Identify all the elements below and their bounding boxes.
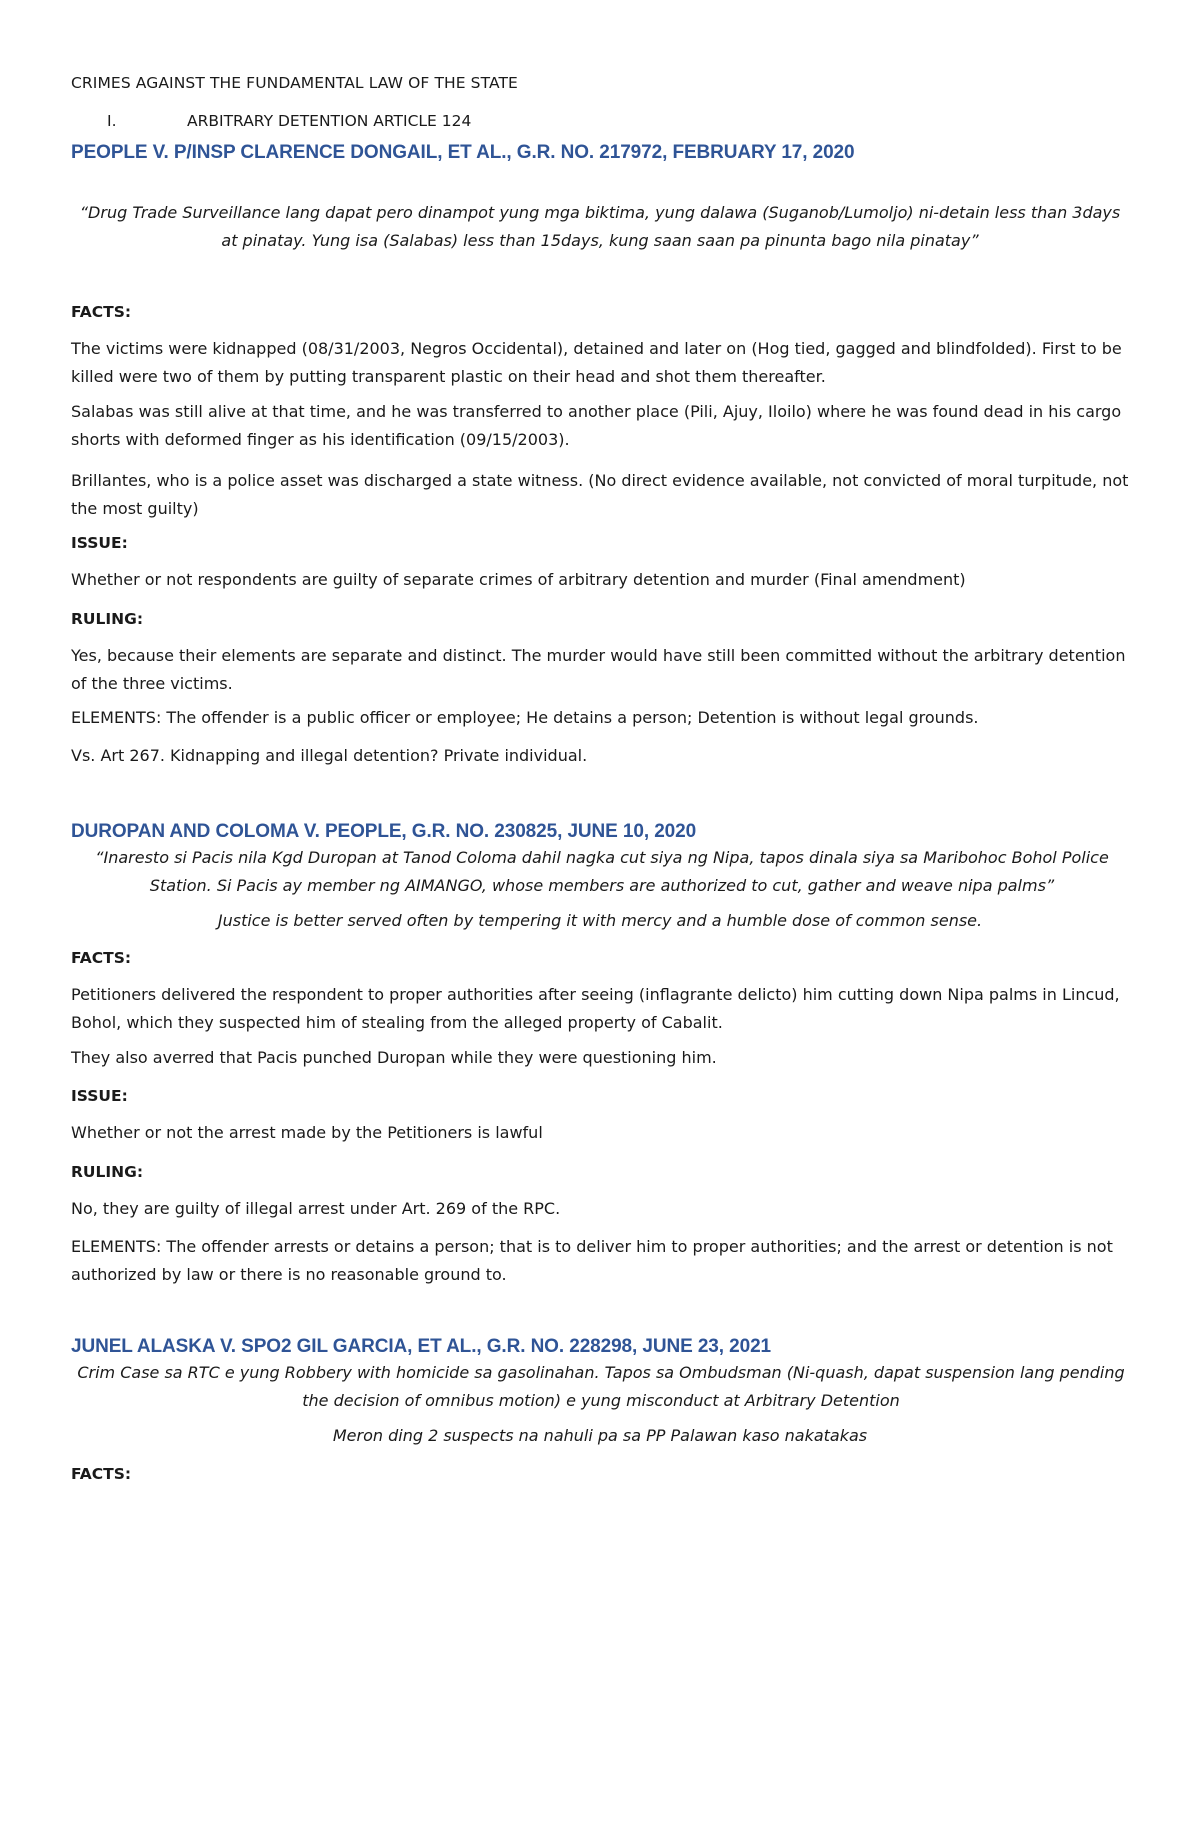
case-1-issue (71, 566, 1129, 594)
case-quote: “Inaresto si Pacis nila Kgd Duropan at Tanod Coloma dahil nagka cut siya ng Nipa, tapos dinala siya sa Maribohoc Bohol Police Station. Si Pacis ay member ng AIMANGO, whose members are authorized to cut, gather and weave nipa palms” (95, 848, 1109, 895)
ruling-paragraph: ELEMENTS: The offender arrests or detains a person; that is to deliver him to proper authorities; and the arrest or detention is not authorized by law or there is no reasonable ground to. (71, 1237, 1113, 1284)
case-2-facts-label (71, 947, 1129, 969)
section-number: I. (107, 112, 117, 130)
case-1-fact-3 (71, 467, 1129, 523)
section-heading (71, 110, 1129, 132)
issue-label: ISSUE: (71, 534, 128, 552)
issue-text: Whether or not respondents are guilty of separate crimes of arbitrary detention and murder (Final amendment) (71, 570, 966, 589)
case-3-quote-2 (71, 1422, 1129, 1450)
case-1-issue-label (71, 532, 1129, 554)
case-title: PEOPLE V. P/INSP CLARENCE DONGAIL, ET AL., G.R. NO. 217972, FEBRUARY 17, 2020 (71, 142, 855, 163)
facts-paragraph: They also averred that Pacis punched Duropan while they were questioning him. (71, 1048, 717, 1067)
ruling-paragraph: Yes, because their elements are separate and distinct. The murder would have still been committed without the arbitrary detention of the three victims. (71, 646, 1126, 693)
case-quote-secondary: Justice is better served often by tempering it with mercy and a humble dose of common sense. (217, 911, 983, 930)
document-title: CRIMES AGAINST THE FUNDAMENTAL LAW OF THE STATE (71, 74, 518, 92)
facts-paragraph: Petitioners delivered the respondent to proper authorities after seeing (inflagrante delicto) him cutting down Nipa palms in Lincud, Bohol, which they suspected him of stealing from the alleged property of Cabalit. (71, 985, 1120, 1032)
case-2-quote-2 (71, 907, 1129, 935)
case-2-issue-label (71, 1085, 1129, 1107)
ruling-paragraph: No, they are guilty of illegal arrest under Art. 269 of the RPC. (71, 1199, 561, 1218)
case-2-quote (71, 844, 1129, 900)
case-2 (71, 819, 1129, 845)
facts-label: FACTS: (71, 949, 132, 967)
case-quote-secondary: Meron ding 2 suspects na nahuli pa sa PP Palawan kaso nakatakas (332, 1426, 868, 1445)
case-1-ruling-3 (71, 742, 1129, 770)
ruling-label: RULING: (71, 610, 144, 628)
issue-text: Whether or not the arrest made by the Petitioners is lawful (71, 1123, 543, 1142)
case-1 (71, 140, 1129, 166)
case-3-quote (71, 1359, 1129, 1415)
case-title: DUROPAN AND COLOMA V. PEOPLE, G.R. NO. 230825, JUNE 10, 2020 (71, 821, 697, 842)
issue-label: ISSUE: (71, 1087, 128, 1105)
case-title: JUNEL ALASKA V. SPO2 GIL GARCIA, ET AL., G.R. NO. 228298, JUNE 23, 2021 (71, 1336, 772, 1357)
case-quote: Crim Case sa RTC e yung Robbery with homicide sa gasolinahan. Tapos sa Ombudsman (Ni-quash, dapat suspension lang pending the decision of omnibus motion) e yung misconduct at Arbitrary Detention (77, 1363, 1125, 1410)
case-1-ruling-2 (71, 704, 1129, 732)
case-1-quote (71, 199, 1129, 255)
facts-label: FACTS: (71, 303, 132, 321)
case-2-ruling-1 (71, 1195, 1129, 1223)
case-3 (71, 1334, 1129, 1360)
ruling-paragraph: Vs. Art 267. Kidnapping and illegal detention? Private individual. (71, 746, 588, 765)
case-1-fact-2 (71, 398, 1129, 454)
case-2-fact-2 (71, 1044, 1129, 1072)
document-header (71, 72, 1129, 94)
case-2-ruling-2 (71, 1233, 1129, 1289)
section-label: ARBITRARY DETENTION ARTICLE 124 (187, 112, 472, 130)
case-2-ruling-label (71, 1161, 1129, 1183)
case-1-fact-1 (71, 335, 1129, 391)
facts-paragraph: Salabas was still alive at that time, and he was transferred to another place (Pili, Ajuy, Iloilo) where he was found dead in his cargo shorts with deformed finger as his identification (09/15/2003). (71, 402, 1122, 449)
facts-paragraph: Brillantes, who is a police asset was discharged a state witness. (No direct evidence available, not convicted of moral turpitude, not the most guilty) (71, 471, 1129, 518)
case-3-facts-label (71, 1463, 1129, 1485)
ruling-paragraph: ELEMENTS: The offender is a public officer or employee; He detains a person; Detention is without legal grounds. (71, 708, 979, 727)
facts-label: FACTS: (71, 1465, 132, 1483)
case-quote: “Drug Trade Surveillance lang dapat pero dinampot yung mga biktima, yung dalawa (Suganob/Lumoljo) ni-detain less than 3days at pinatay. Yung isa (Salabas) less than 15days, kung saan saan pa pinunta bago nila pinatay” (79, 203, 1121, 250)
ruling-label: RULING: (71, 1163, 144, 1181)
case-1-facts-label (71, 301, 1129, 323)
case-2-issue (71, 1119, 1129, 1147)
case-1-ruling-label (71, 608, 1129, 630)
facts-paragraph: The victims were kidnapped (08/31/2003, Negros Occidental), detained and later on (Hog tied, gagged and blindfolded). First to be killed were two of them by putting transparent plastic on their head and shot them thereafter. (71, 339, 1122, 386)
case-1-ruling-1 (71, 642, 1129, 698)
case-2-fact-1 (71, 981, 1129, 1037)
